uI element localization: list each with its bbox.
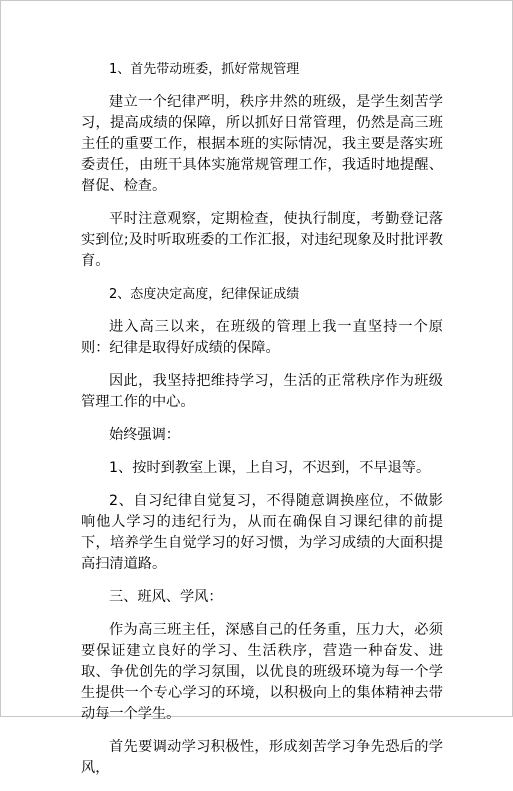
- paragraph: 作为高三班主任，深感自己的任务重，压力大，必须要保证建立良好的学习、生活秩序，营造一种奋发、进取、争优创先的学习氛围，以优良的班级环境为每一个学生提供一个专心学习的环境，以积极向上的集体精神去带动每一个学生。: [81, 622, 443, 722]
- section-heading-2: 2、态度决定高度，纪律保证成绩: [109, 287, 300, 302]
- paragraph: 进入高三以来，在班级的管理上我一直坚持一个原则：纪律是取得好成绩的保障。: [81, 319, 443, 356]
- list-item: 1、按时到教室上课，上自习，不迟到，不早退等。: [109, 460, 431, 476]
- list-item: 2、自习纪律自觉复习，不得随意调换座位，不做影响他人学习的违纪行为，从而在确保自习课纪律的前提下，培养学生自觉学习的好习惯，为学习成绩的大面积提高扫清道路。: [81, 493, 443, 572]
- paragraph: 始终强调：: [109, 427, 180, 443]
- document-body: [81, 59, 443, 791]
- paragraph: 因此，我坚持把维持学习，生活的正常秩序作为班级管理工作的中心。: [81, 373, 443, 410]
- paragraph: 平时注意观察，定期检查，使执行制度，考勤登记落实到位;及时听取班委的工作汇报，对违纪现象及时批评教育。: [81, 211, 443, 269]
- section-heading-3: 三、班风、学风：: [109, 589, 223, 605]
- section-heading-1: 1、首先带动班委，抓好常规管理: [109, 62, 300, 77]
- paragraph: 建立一个纪律严明，秩序井然的班级，是学生刻苦学习，提高成绩的保障，所以抓好日常管理，仍然是高三班主任的重要工作，根据本班的实际情况，我主要是落实班委责任，由班干具体实施常规管理工作，我适时地提醒、督促、检查。: [81, 94, 443, 194]
- paragraph: 首先要调动学习积极性，形成刻苦学习争先恐后的学风，: [81, 739, 443, 776]
